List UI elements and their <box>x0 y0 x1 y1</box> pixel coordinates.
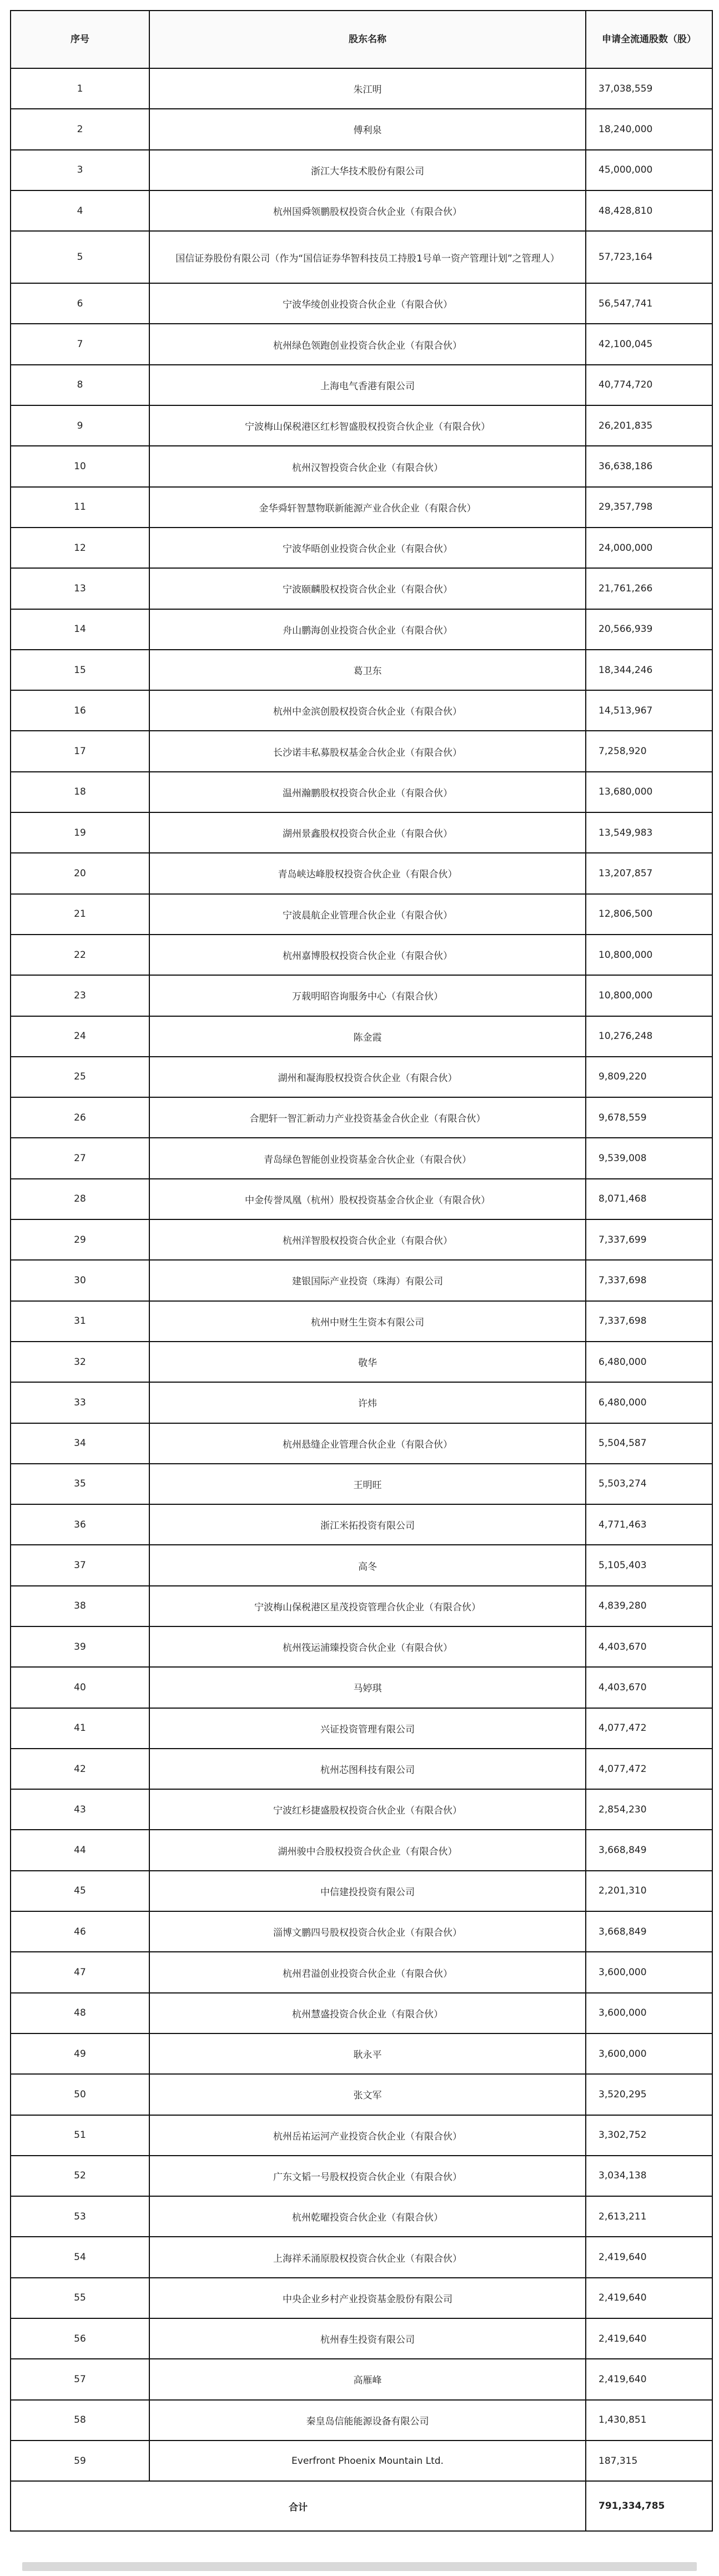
row-shareholder-name: 陈金霞 <box>149 1016 586 1057</box>
row-index: 8 <box>11 365 149 405</box>
row-shareholder-name: 上海祥禾涌原股权投资合伙企业（有限合伙） <box>149 2237 586 2277</box>
row-index: 19 <box>11 812 149 853</box>
row-shareholder-name: 广东文韬一号股权投资合伙企业（有限合伙） <box>149 2156 586 2196</box>
row-share-count: 26,201,835 <box>586 405 712 446</box>
row-shareholder-name: 杭州筏运浦臻投资合伙企业（有限合伙） <box>149 1626 586 1667</box>
table-row <box>11 812 712 853</box>
row-shareholder-name: 青岛峡达峰股权投资合伙企业（有限合伙） <box>149 853 586 893</box>
row-shareholder-name: 宁波梅山保税港区红杉智盛股权投资合伙企业（有限合伙） <box>149 405 586 446</box>
row-shareholder-name: 青岛绿色智能创业投资基金合伙企业（有限合伙） <box>149 1138 586 1178</box>
row-shareholder-name: 高雁峰 <box>149 2359 586 2399</box>
table-row <box>11 528 712 568</box>
row-shareholder-name: 宁波颐麟股权投资合伙企业（有限合伙） <box>149 568 586 609</box>
row-shareholder-name: 葛卫东 <box>149 650 586 690</box>
row-share-count: 36,638,186 <box>586 446 712 486</box>
table-row <box>11 1545 712 1585</box>
row-shareholder-name: 上海电气香港有限公司 <box>149 365 586 405</box>
row-share-count: 6,480,000 <box>586 1342 712 1382</box>
row-index: 43 <box>11 1789 149 1830</box>
row-shareholder-name: 杭州绿色领跑创业投资合伙企业（有限合伙） <box>149 324 586 364</box>
table-row <box>11 772 712 812</box>
row-shareholder-name: 杭州慧盛投资合伙企业（有限合伙） <box>149 1993 586 2033</box>
table-row <box>11 68 712 109</box>
table-row <box>11 2074 712 2115</box>
row-index: 11 <box>11 487 149 528</box>
row-share-count: 48,428,810 <box>586 190 712 231</box>
table-row <box>11 1871 712 1911</box>
table-row <box>11 894 712 935</box>
row-share-count: 10,800,000 <box>586 935 712 975</box>
table-row <box>11 1789 712 1830</box>
table-row <box>11 1749 712 1789</box>
row-index: 39 <box>11 1626 149 1667</box>
row-index: 17 <box>11 731 149 771</box>
row-share-count: 13,207,857 <box>586 853 712 893</box>
row-share-count: 7,258,920 <box>586 731 712 771</box>
row-index: 58 <box>11 2400 149 2441</box>
table-row <box>11 1301 712 1342</box>
table-row <box>11 2156 712 2196</box>
row-index: 24 <box>11 1016 149 1057</box>
row-index: 15 <box>11 650 149 690</box>
row-share-count: 18,344,246 <box>586 650 712 690</box>
table-row <box>11 365 712 405</box>
row-share-count: 3,600,000 <box>586 1952 712 1992</box>
horizontal-scrollbar[interactable] <box>22 2562 697 2571</box>
row-index: 34 <box>11 1423 149 1464</box>
row-share-count: 57,723,164 <box>586 231 712 283</box>
table-row <box>11 568 712 609</box>
row-shareholder-name: 傅利泉 <box>149 109 586 149</box>
row-index: 12 <box>11 528 149 568</box>
row-index: 1 <box>11 68 149 109</box>
table-header-row <box>11 11 712 68</box>
table-row <box>11 1016 712 1057</box>
row-shareholder-name: 宁波红杉捷盛股权投资合伙企业（有限合伙） <box>149 1789 586 1830</box>
row-shareholder-name: 金华舜轩智慧物联新能源产业合伙企业（有限合伙） <box>149 487 586 528</box>
row-index: 35 <box>11 1464 149 1504</box>
row-share-count: 5,105,403 <box>586 1545 712 1585</box>
row-share-count: 9,809,220 <box>586 1057 712 1097</box>
row-share-count: 2,854,230 <box>586 1789 712 1830</box>
row-index: 18 <box>11 772 149 812</box>
row-index: 22 <box>11 935 149 975</box>
row-share-count: 42,100,045 <box>586 324 712 364</box>
row-index: 23 <box>11 975 149 1016</box>
row-index: 31 <box>11 1301 149 1342</box>
table-row <box>11 1993 712 2033</box>
row-share-count: 5,504,587 <box>586 1423 712 1464</box>
row-shareholder-name: Everfront Phoenix Mountain Ltd. <box>149 2441 586 2481</box>
row-share-count: 21,761,266 <box>586 568 712 609</box>
header-shareholder-name: 股东名称 <box>149 11 586 68</box>
table-row <box>11 731 712 771</box>
table-row <box>11 109 712 149</box>
row-shareholder-name: 杭州洋智股权投资合伙企业（有限合伙） <box>149 1219 586 1260</box>
row-index: 4 <box>11 190 149 231</box>
row-share-count: 2,419,640 <box>586 2318 712 2359</box>
table-row <box>11 231 712 283</box>
row-share-count: 4,403,670 <box>586 1667 712 1708</box>
row-index: 48 <box>11 1993 149 2033</box>
table-row <box>11 1057 712 1097</box>
row-shareholder-name: 耿永平 <box>149 2033 586 2074</box>
row-share-count: 3,600,000 <box>586 1993 712 2033</box>
row-shareholder-name: 中央企业乡村产业投资基金股份有限公司 <box>149 2278 586 2318</box>
row-index: 32 <box>11 1342 149 1382</box>
row-share-count: 18,240,000 <box>586 109 712 149</box>
row-share-count: 10,276,248 <box>586 1016 712 1057</box>
table-row <box>11 1179 712 1219</box>
row-share-count: 3,520,295 <box>586 2074 712 2115</box>
row-share-count: 187,315 <box>586 2441 712 2481</box>
table-row <box>11 446 712 486</box>
row-shareholder-name: 杭州芯图科技有限公司 <box>149 1749 586 1789</box>
row-share-count: 29,357,798 <box>586 487 712 528</box>
row-shareholder-name: 宁波梅山保税港区星茂投资管理合伙企业（有限合伙） <box>149 1586 586 1626</box>
table-row <box>11 190 712 231</box>
table-row <box>11 650 712 690</box>
table-row <box>11 2278 712 2318</box>
row-shareholder-name: 杭州乾曜投资合伙企业（有限合伙） <box>149 2196 586 2237</box>
row-share-count: 6,480,000 <box>586 1382 712 1423</box>
row-share-count: 56,547,741 <box>586 283 712 324</box>
row-shareholder-name: 国信证券股份有限公司（作为“国信证券华智科技员工持股1号单一资产管理计划”之管理人） <box>149 231 586 283</box>
row-share-count: 8,071,468 <box>586 1179 712 1219</box>
table-row <box>11 2400 712 2441</box>
table-row <box>11 1911 712 1952</box>
row-shareholder-name: 马婷琪 <box>149 1667 586 1708</box>
row-index: 3 <box>11 150 149 190</box>
table-row <box>11 690 712 731</box>
row-index: 49 <box>11 2033 149 2074</box>
total-row <box>11 2481 712 2531</box>
row-index: 38 <box>11 1586 149 1626</box>
row-index: 52 <box>11 2156 149 2196</box>
row-shareholder-name: 合肥轩一智汇新动力产业投资基金合伙企业（有限合伙） <box>149 1097 586 1138</box>
table-row <box>11 1830 712 1870</box>
table-row <box>11 283 712 324</box>
row-share-count: 14,513,967 <box>586 690 712 731</box>
row-index: 53 <box>11 2196 149 2237</box>
row-index: 29 <box>11 1219 149 1260</box>
table-row <box>11 2196 712 2237</box>
row-share-count: 12,806,500 <box>586 894 712 935</box>
row-share-count: 37,038,559 <box>586 68 712 109</box>
row-index: 16 <box>11 690 149 731</box>
row-shareholder-name: 秦皇岛信能能源设备有限公司 <box>149 2400 586 2441</box>
row-shareholder-name: 舟山鹏海创业投资合伙企业（有限合伙） <box>149 609 586 650</box>
row-index: 21 <box>11 894 149 935</box>
row-shareholder-name: 敬华 <box>149 1342 586 1382</box>
row-shareholder-name: 杭州嘉博股权投资合伙企业（有限合伙） <box>149 935 586 975</box>
row-index: 36 <box>11 1504 149 1545</box>
row-shareholder-name: 许炜 <box>149 1382 586 1423</box>
table-row <box>11 2359 712 2399</box>
table-row <box>11 1219 712 1260</box>
row-shareholder-name: 湖州和凝海股权投资合伙企业（有限合伙） <box>149 1057 586 1097</box>
row-shareholder-name: 宁波华晤创业投资合伙企业（有限合伙） <box>149 528 586 568</box>
row-share-count: 3,600,000 <box>586 2033 712 2074</box>
row-share-count: 4,403,670 <box>586 1626 712 1667</box>
table-row <box>11 324 712 364</box>
row-shareholder-name: 杭州中财生生资本有限公司 <box>149 1301 586 1342</box>
row-share-count: 45,000,000 <box>586 150 712 190</box>
row-index: 33 <box>11 1382 149 1423</box>
table-row <box>11 975 712 1016</box>
row-index: 14 <box>11 609 149 650</box>
row-shareholder-name: 高冬 <box>149 1545 586 1585</box>
table-row <box>11 2237 712 2277</box>
table-row <box>11 150 712 190</box>
row-share-count: 13,549,983 <box>586 812 712 853</box>
row-share-count: 2,201,310 <box>586 1871 712 1911</box>
row-index: 30 <box>11 1260 149 1300</box>
row-index: 37 <box>11 1545 149 1585</box>
row-shareholder-name: 杭州春生投资有限公司 <box>149 2318 586 2359</box>
row-shareholder-name: 淄博文鹏四号股权投资合伙企业（有限合伙） <box>149 1911 586 1952</box>
row-share-count: 10,800,000 <box>586 975 712 1016</box>
row-shareholder-name: 建银国际产业投资（珠海）有限公司 <box>149 1260 586 1300</box>
row-share-count: 4,077,472 <box>586 1708 712 1749</box>
row-index: 28 <box>11 1179 149 1219</box>
row-index: 9 <box>11 405 149 446</box>
row-shareholder-name: 宁波华绫创业投资合伙企业（有限合伙） <box>149 283 586 324</box>
table-row <box>11 2441 712 2481</box>
row-share-count: 9,678,559 <box>586 1097 712 1138</box>
row-index: 46 <box>11 1911 149 1952</box>
table-row <box>11 487 712 528</box>
row-share-count: 3,034,138 <box>586 2156 712 2196</box>
row-index: 50 <box>11 2074 149 2115</box>
row-share-count: 24,000,000 <box>586 528 712 568</box>
total-value: 791,334,785 <box>586 2481 712 2531</box>
row-share-count: 7,337,699 <box>586 1219 712 1260</box>
row-index: 59 <box>11 2441 149 2481</box>
table-row <box>11 1708 712 1749</box>
row-share-count: 2,419,640 <box>586 2237 712 2277</box>
row-index: 42 <box>11 1749 149 1789</box>
row-shareholder-name: 杭州中金滨创股权投资合伙企业（有限合伙） <box>149 690 586 731</box>
row-index: 2 <box>11 109 149 149</box>
row-share-count: 7,337,698 <box>586 1260 712 1300</box>
table-row <box>11 2033 712 2074</box>
table-row <box>11 1586 712 1626</box>
shareholder-table <box>10 10 713 2532</box>
table-row <box>11 1504 712 1545</box>
row-shareholder-name: 万载明昭咨询服务中心（有限合伙） <box>149 975 586 1016</box>
row-share-count: 1,430,851 <box>586 2400 712 2441</box>
table-row <box>11 1423 712 1464</box>
row-index: 45 <box>11 1871 149 1911</box>
total-label: 合计 <box>11 2481 586 2531</box>
row-index: 25 <box>11 1057 149 1097</box>
row-index: 20 <box>11 853 149 893</box>
row-share-count: 3,668,849 <box>586 1911 712 1952</box>
table-row <box>11 1138 712 1178</box>
table-row <box>11 2115 712 2156</box>
row-index: 47 <box>11 1952 149 1992</box>
row-shareholder-name: 湖州景鑫股权投资合伙企业（有限合伙） <box>149 812 586 853</box>
row-share-count: 2,419,640 <box>586 2359 712 2399</box>
row-index: 51 <box>11 2115 149 2156</box>
header-share-count: 申请全流通股数（股） <box>586 11 712 68</box>
row-index: 54 <box>11 2237 149 2277</box>
row-share-count: 2,613,211 <box>586 2196 712 2237</box>
row-index: 5 <box>11 231 149 283</box>
row-index: 40 <box>11 1667 149 1708</box>
row-index: 27 <box>11 1138 149 1178</box>
table-row <box>11 1952 712 1992</box>
table-row <box>11 1097 712 1138</box>
row-shareholder-name: 长沙诺丰私募股权基金合伙企业（有限合伙） <box>149 731 586 771</box>
row-share-count: 9,539,008 <box>586 1138 712 1178</box>
row-share-count: 4,077,472 <box>586 1749 712 1789</box>
table-row <box>11 1464 712 1504</box>
row-shareholder-name: 湖州骏中合股权投资合伙企业（有限合伙） <box>149 1830 586 1870</box>
row-share-count: 5,503,274 <box>586 1464 712 1504</box>
row-shareholder-name: 杭州悬缝企业管理合伙企业（有限合伙） <box>149 1423 586 1464</box>
row-shareholder-name: 中信建投投资有限公司 <box>149 1871 586 1911</box>
row-shareholder-name: 杭州君溢创业投资合伙企业（有限合伙） <box>149 1952 586 1992</box>
row-shareholder-name: 兴证投资管理有限公司 <box>149 1708 586 1749</box>
table-row <box>11 1626 712 1667</box>
row-shareholder-name: 中金传誉凤凰（杭州）股权投资基金合伙企业（有限合伙） <box>149 1179 586 1219</box>
row-index: 10 <box>11 446 149 486</box>
row-index: 56 <box>11 2318 149 2359</box>
row-shareholder-name: 温州瀚鹏股权投资合伙企业（有限合伙） <box>149 772 586 812</box>
table-row <box>11 2318 712 2359</box>
row-index: 13 <box>11 568 149 609</box>
table-row <box>11 1667 712 1708</box>
row-shareholder-name: 朱江明 <box>149 68 586 109</box>
row-shareholder-name: 宁波晨航企业管理合伙企业（有限合伙） <box>149 894 586 935</box>
row-index: 44 <box>11 1830 149 1870</box>
row-share-count: 13,680,000 <box>586 772 712 812</box>
header-index: 序号 <box>11 11 149 68</box>
table-row <box>11 853 712 893</box>
row-share-count: 3,302,752 <box>586 2115 712 2156</box>
row-share-count: 3,668,849 <box>586 1830 712 1870</box>
row-shareholder-name: 浙江米拓投资有限公司 <box>149 1504 586 1545</box>
table-row <box>11 1342 712 1382</box>
row-share-count: 4,839,280 <box>586 1586 712 1626</box>
row-share-count: 40,774,720 <box>586 365 712 405</box>
row-shareholder-name: 张文军 <box>149 2074 586 2115</box>
table-body <box>11 68 712 2481</box>
table-row <box>11 405 712 446</box>
row-index: 55 <box>11 2278 149 2318</box>
row-share-count: 4,771,463 <box>586 1504 712 1545</box>
row-share-count: 2,419,640 <box>586 2278 712 2318</box>
row-index: 7 <box>11 324 149 364</box>
table-row <box>11 609 712 650</box>
table-row <box>11 1260 712 1300</box>
row-index: 57 <box>11 2359 149 2399</box>
table-row <box>11 935 712 975</box>
row-shareholder-name: 杭州国舜领鹏股权投资合伙企业（有限合伙） <box>149 190 586 231</box>
row-shareholder-name: 杭州汉智投资合伙企业（有限合伙） <box>149 446 586 486</box>
row-shareholder-name: 浙江大华技术股份有限公司 <box>149 150 586 190</box>
row-shareholder-name: 王明旺 <box>149 1464 586 1504</box>
table-row <box>11 1382 712 1423</box>
row-index: 26 <box>11 1097 149 1138</box>
row-share-count: 7,337,698 <box>586 1301 712 1342</box>
shareholder-table-container <box>10 10 712 2532</box>
row-index: 41 <box>11 1708 149 1749</box>
row-shareholder-name: 杭州岳祐运河产业投资合伙企业（有限合伙） <box>149 2115 586 2156</box>
row-index: 6 <box>11 283 149 324</box>
row-share-count: 20,566,939 <box>586 609 712 650</box>
